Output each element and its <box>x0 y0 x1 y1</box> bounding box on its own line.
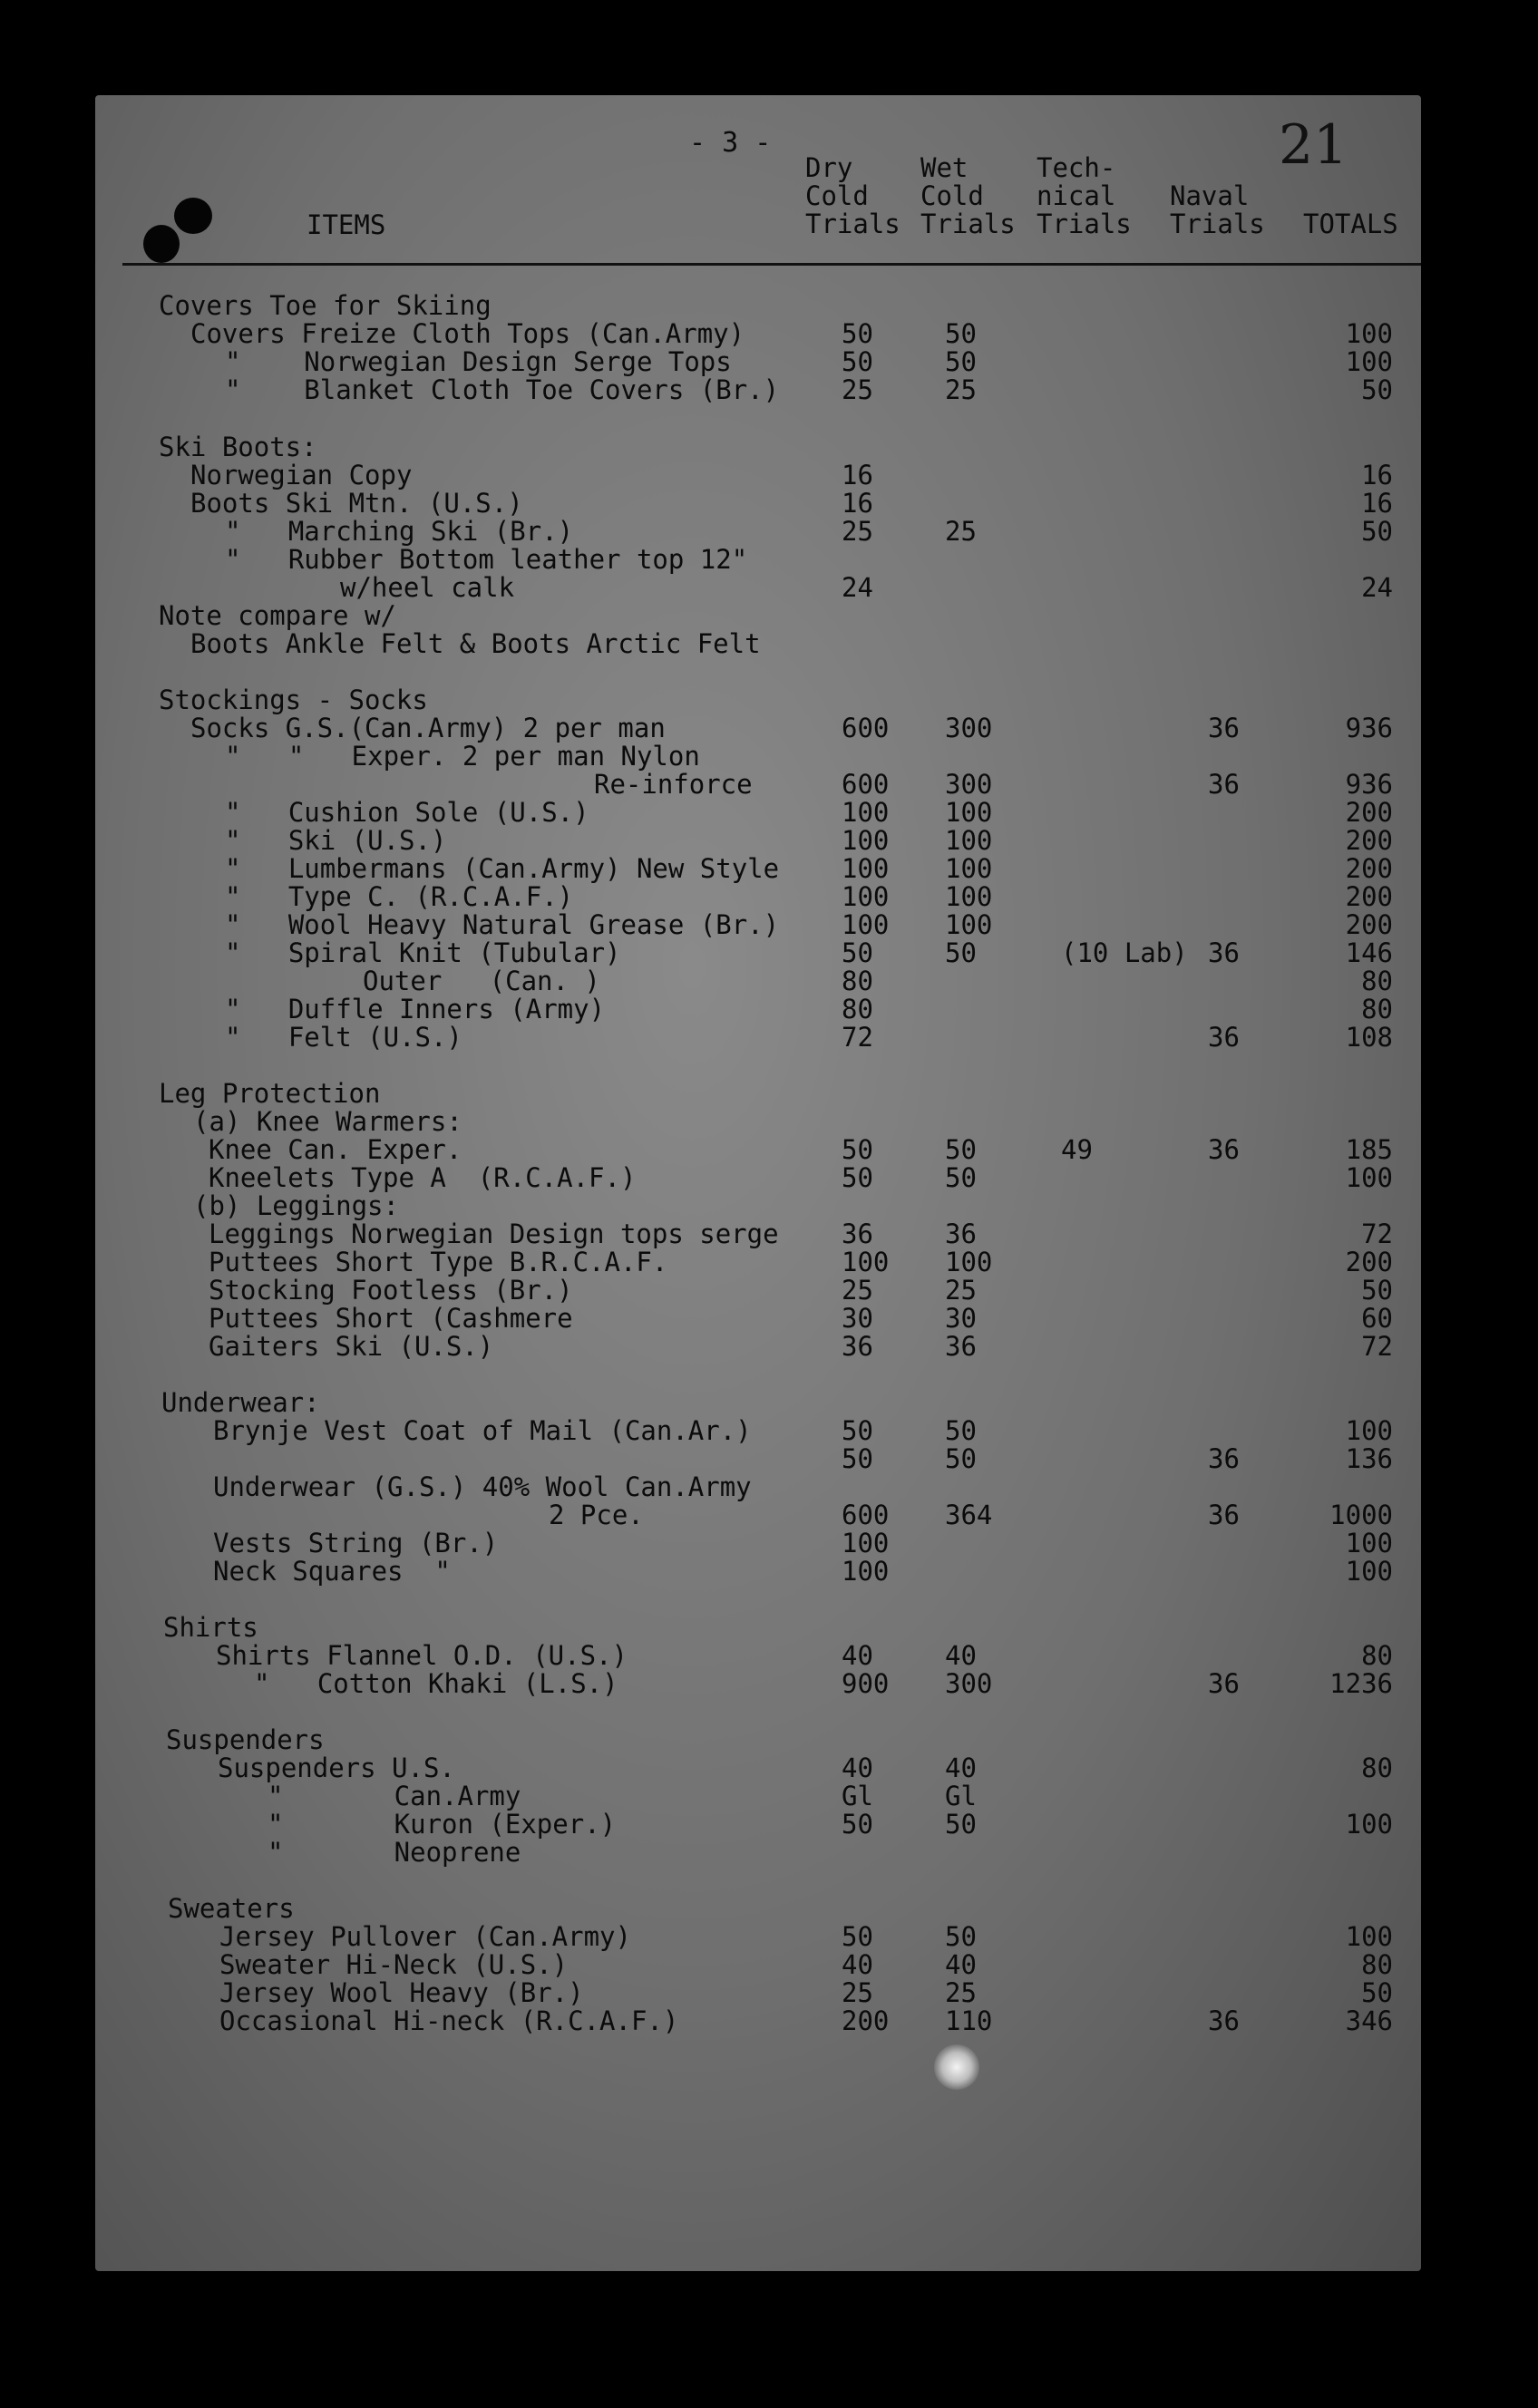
table-row <box>0 602 1538 630</box>
table-row <box>0 518 1538 546</box>
technical-value: 49 <box>1061 1134 1093 1165</box>
wet-cold-value: 50 <box>945 346 977 377</box>
naval-value: 36 <box>1208 1022 1240 1053</box>
dry-cold-value: 50 <box>842 1134 873 1165</box>
dry-cold-value: 100 <box>842 797 890 828</box>
wet-cold-value: 100 <box>945 1247 993 1277</box>
item-label: Suspenders U.S. <box>218 1753 455 1783</box>
header-rule <box>122 263 1421 266</box>
dry-cold-value: 900 <box>842 1668 890 1699</box>
item-label: Vests String (Br.) <box>213 1528 499 1558</box>
technical-value: (10 Lab) <box>1061 937 1188 968</box>
table-row <box>0 490 1538 518</box>
dry-cold-value: 80 <box>842 994 873 1024</box>
table-row <box>0 1670 1538 1698</box>
dry-cold-value: 25 <box>842 1275 873 1306</box>
item-label: Puttees Short (Cashmere <box>209 1303 573 1334</box>
handwritten-page-number: 21 <box>1279 113 1348 177</box>
item-label: " Marching Ski (Br.) <box>225 516 574 547</box>
wet-cold-value: 300 <box>945 713 993 743</box>
item-label: " Blanket Cloth Toe Covers (Br.) <box>225 374 780 405</box>
total-value: 936 <box>1345 713 1393 743</box>
table-row <box>0 1164 1538 1192</box>
total-value: 200 <box>1345 1247 1393 1277</box>
wet-cold-value: 50 <box>945 1415 977 1446</box>
item-label: Puttees Short Type B.R.C.A.F. <box>209 1247 668 1277</box>
dry-cold-value: 24 <box>842 572 873 603</box>
header-naval-trials: Naval Trials <box>1170 180 1265 239</box>
table-row <box>0 771 1538 799</box>
table-row <box>0 1305 1538 1333</box>
item-label: Stockings - Socks <box>159 685 428 715</box>
dry-cold-value: 36 <box>842 1331 873 1362</box>
table-row <box>0 799 1538 827</box>
table-row <box>0 714 1538 743</box>
item-label: Sweater Hi-Neck (U.S.) <box>219 1949 569 1980</box>
item-label: Outer (Can. ) <box>363 966 600 996</box>
table-row <box>0 1529 1538 1558</box>
wet-cold-value: 110 <box>945 2005 993 2036</box>
dry-cold-value: 30 <box>842 1303 873 1334</box>
dry-cold-value: 50 <box>842 937 873 968</box>
item-label: Boots Ankle Felt & Boots Arctic Felt <box>190 628 761 659</box>
table-row <box>0 1614 1538 1642</box>
item-label: Suspenders <box>166 1724 325 1755</box>
item-label: (b) Leggings: <box>193 1190 399 1221</box>
table-row <box>0 461 1538 490</box>
dry-cold-value: 50 <box>842 346 873 377</box>
item-label: Covers Toe for Skiing <box>159 290 492 321</box>
total-value: 200 <box>1345 909 1393 940</box>
table-row <box>0 1754 1538 1782</box>
header-totals: TOTALS <box>1303 209 1398 239</box>
dry-cold-value: 25 <box>842 374 873 405</box>
table-row <box>0 1951 1538 1979</box>
table-row <box>0 1979 1538 2007</box>
paper-blemish <box>934 2044 979 2090</box>
naval-value: 36 <box>1208 769 1240 800</box>
item-label: Shirts <box>163 1612 258 1643</box>
table-row <box>0 1811 1538 1839</box>
table-row <box>0 348 1538 376</box>
item-label: Knee Can. Exper. <box>209 1134 462 1165</box>
item-label: " Felt (U.S.) <box>225 1022 462 1053</box>
item-label: " Rubber Bottom leather top 12" <box>225 544 748 575</box>
wet-cold-value: 364 <box>945 1500 993 1530</box>
total-value: 100 <box>1345 318 1393 349</box>
total-value: 146 <box>1345 937 1393 968</box>
table-row <box>0 433 1538 461</box>
table-row <box>0 1192 1538 1220</box>
dry-cold-value: 100 <box>842 853 890 884</box>
item-label: Gaiters Ski (U.S.) <box>209 1331 494 1362</box>
item-label: Covers Freize Cloth Tops (Can.Army) <box>190 318 745 349</box>
dry-cold-value: 50 <box>842 318 873 349</box>
table-row <box>0 1642 1538 1670</box>
item-label: Boots Ski Mtn. (U.S.) <box>190 488 523 519</box>
total-value: 1236 <box>1329 1668 1393 1699</box>
item-label: Underwear (G.S.) 40% Wool Can.Army <box>213 1471 752 1502</box>
item-label: Neck Squares " <box>213 1556 451 1587</box>
table-row <box>0 911 1538 939</box>
table-row <box>0 1782 1538 1811</box>
table-row <box>0 1389 1538 1417</box>
header-dry-cold-trials: Dry Cold Trials <box>805 152 900 239</box>
item-label: " Kuron (Exper.) <box>268 1809 617 1840</box>
total-value: 936 <box>1345 769 1393 800</box>
wet-cold-value: 100 <box>945 909 993 940</box>
wet-cold-value: 100 <box>945 881 993 912</box>
total-value: 50 <box>1361 374 1393 405</box>
total-value: 200 <box>1345 853 1393 884</box>
total-value: 72 <box>1361 1219 1393 1249</box>
total-value: 80 <box>1361 1640 1393 1671</box>
wet-cold-value: 50 <box>945 937 977 968</box>
table-row <box>0 883 1538 911</box>
item-label: " Wool Heavy Natural Grease (Br.) <box>225 909 780 940</box>
total-value: 16 <box>1361 460 1393 490</box>
table-row <box>0 1248 1538 1277</box>
table-row <box>0 1136 1538 1164</box>
total-value: 100 <box>1345 1162 1393 1193</box>
dry-cold-value: 100 <box>842 909 890 940</box>
wet-cold-value: 100 <box>945 825 993 856</box>
item-label: " Neoprene <box>268 1837 521 1868</box>
total-value: 100 <box>1345 1809 1393 1840</box>
punch-hole-bottom <box>143 225 180 263</box>
table-row <box>0 1277 1538 1305</box>
naval-value: 36 <box>1208 1668 1240 1699</box>
item-label: Brynje Vest Coat of Mail (Can.Ar.) <box>213 1415 752 1446</box>
wet-cold-value: 50 <box>945 1809 977 1840</box>
total-value: 72 <box>1361 1331 1393 1362</box>
item-label: " Lumbermans (Can.Army) New Style <box>225 853 780 884</box>
item-label: Jersey Wool Heavy (Br.) <box>219 1977 584 2008</box>
item-label: Note compare w/ <box>159 600 396 631</box>
wet-cold-value: Gl <box>945 1781 977 1811</box>
wet-cold-value: 50 <box>945 1921 977 1952</box>
item-label: " Duffle Inners (Army) <box>225 994 606 1024</box>
dry-cold-value: 40 <box>842 1640 873 1671</box>
table-row <box>0 1108 1538 1136</box>
total-value: 80 <box>1361 994 1393 1024</box>
wet-cold-value: 300 <box>945 769 993 800</box>
total-value: 50 <box>1361 1977 1393 2008</box>
naval-value: 36 <box>1208 1134 1240 1165</box>
total-value: 60 <box>1361 1303 1393 1334</box>
naval-value: 36 <box>1208 1500 1240 1530</box>
total-value: 100 <box>1345 1528 1393 1558</box>
table-row <box>0 1839 1538 1867</box>
table-row <box>0 967 1538 995</box>
item-label: " Spiral Knit (Tubular) <box>225 937 621 968</box>
table-row <box>0 995 1538 1024</box>
table-row <box>0 1080 1538 1108</box>
dry-cold-value: 72 <box>842 1022 873 1053</box>
table-row <box>0 574 1538 602</box>
wet-cold-value: 50 <box>945 1134 977 1165</box>
dry-cold-value: 50 <box>842 1809 873 1840</box>
dry-cold-value: 80 <box>842 966 873 996</box>
table-row <box>0 743 1538 771</box>
table-row <box>0 1473 1538 1501</box>
wet-cold-value: 30 <box>945 1303 977 1334</box>
dry-cold-value: 50 <box>842 1415 873 1446</box>
table-row <box>0 1558 1538 1586</box>
item-label: " Cotton Khaki (L.S.) <box>254 1668 618 1699</box>
dry-cold-value: 600 <box>842 713 890 743</box>
wet-cold-value: 50 <box>945 318 977 349</box>
item-label: Jersey Pullover (Can.Army) <box>219 1921 631 1952</box>
dry-cold-value: 40 <box>842 1753 873 1783</box>
wet-cold-value: 100 <box>945 853 993 884</box>
table-row <box>0 1726 1538 1754</box>
table-row <box>0 855 1538 883</box>
item-label: w/heel calk <box>340 572 515 603</box>
table-row <box>0 686 1538 714</box>
dry-cold-value: 25 <box>842 516 873 547</box>
dry-cold-value: 100 <box>842 825 890 856</box>
wet-cold-value: 25 <box>945 374 977 405</box>
dry-cold-value: 100 <box>842 881 890 912</box>
table-row <box>0 1333 1538 1361</box>
dry-cold-value: 50 <box>842 1921 873 1952</box>
total-value: 50 <box>1361 1275 1393 1306</box>
table-row <box>0 320 1538 348</box>
total-value: 24 <box>1361 572 1393 603</box>
wet-cold-value: 36 <box>945 1331 977 1362</box>
total-value: 136 <box>1345 1443 1393 1474</box>
total-value: 346 <box>1345 2005 1393 2036</box>
table-row <box>0 1923 1538 1951</box>
naval-value: 36 <box>1208 937 1240 968</box>
total-value: 200 <box>1345 881 1393 912</box>
item-label: " Can.Army <box>268 1781 521 1811</box>
item-label: 2 Pce. <box>549 1500 644 1530</box>
item-label: Socks G.S.(Can.Army) 2 per man <box>190 713 666 743</box>
item-label: " " Exper. 2 per man Nylon <box>225 741 700 772</box>
table-row <box>0 1024 1538 1052</box>
wet-cold-value: 300 <box>945 1668 993 1699</box>
wet-cold-value: 40 <box>945 1753 977 1783</box>
wet-cold-value: 50 <box>945 1162 977 1193</box>
item-label: Leg Protection <box>159 1078 381 1109</box>
total-value: 100 <box>1345 1556 1393 1587</box>
total-value: 16 <box>1361 488 1393 519</box>
item-label: Kneelets Type A (R.C.A.F.) <box>209 1162 637 1193</box>
wet-cold-value: 25 <box>945 516 977 547</box>
table-row <box>0 827 1538 855</box>
item-label: " Type C. (R.C.A.F.) <box>225 881 574 912</box>
dry-cold-value: 50 <box>842 1443 873 1474</box>
item-label: " Cushion Sole (U.S.) <box>225 797 589 828</box>
item-label: Re-inforce <box>594 769 753 800</box>
wet-cold-value: 50 <box>945 1443 977 1474</box>
item-label: (a) Knee Warmers: <box>193 1106 462 1137</box>
total-value: 80 <box>1361 1949 1393 1980</box>
table-row <box>0 939 1538 967</box>
total-value: 80 <box>1361 1753 1393 1783</box>
dry-cold-value: 16 <box>842 488 873 519</box>
total-value: 100 <box>1345 1415 1393 1446</box>
total-value: 80 <box>1361 966 1393 996</box>
dry-cold-value: 600 <box>842 1500 890 1530</box>
dry-cold-value: 40 <box>842 1949 873 1980</box>
table-row <box>0 292 1538 320</box>
dry-cold-value: Gl <box>842 1781 873 1811</box>
total-value: 1000 <box>1329 1500 1393 1530</box>
total-value: 100 <box>1345 346 1393 377</box>
dry-cold-value: 100 <box>842 1247 890 1277</box>
item-label: Leggings Norwegian Design tops serge <box>209 1219 779 1249</box>
header-items: ITEMS <box>307 209 386 240</box>
dry-cold-value: 25 <box>842 1977 873 2008</box>
total-value: 200 <box>1345 825 1393 856</box>
table-row <box>0 1501 1538 1529</box>
item-label: Sweaters <box>168 1893 295 1924</box>
total-value: 100 <box>1345 1921 1393 1952</box>
wet-cold-value: 25 <box>945 1977 977 2008</box>
wet-cold-value: 40 <box>945 1949 977 1980</box>
table-row <box>0 546 1538 574</box>
naval-value: 36 <box>1208 713 1240 743</box>
dry-cold-value: 16 <box>842 460 873 490</box>
dry-cold-value: 100 <box>842 1528 890 1558</box>
wet-cold-value: 36 <box>945 1219 977 1249</box>
total-value: 50 <box>1361 516 1393 547</box>
header-technical-trials: Tech- nical Trials <box>1037 152 1132 239</box>
item-label: Underwear: <box>161 1387 320 1418</box>
item-label: Norwegian Copy <box>190 460 413 490</box>
dry-cold-value: 50 <box>842 1162 873 1193</box>
item-label: Ski Boots: <box>159 432 317 462</box>
table-row <box>0 376 1538 404</box>
dry-cold-value: 200 <box>842 2005 890 2036</box>
item-label: Stocking Footless (Br.) <box>209 1275 573 1306</box>
naval-value: 36 <box>1208 2005 1240 2036</box>
table-row <box>0 1895 1538 1923</box>
item-label: Shirts Flannel O.D. (U.S.) <box>216 1640 628 1671</box>
page-number: - 3 - <box>689 127 772 159</box>
item-label: " Ski (U.S.) <box>225 825 447 856</box>
punch-hole-top <box>174 198 212 234</box>
dry-cold-value: 600 <box>842 769 890 800</box>
table-row <box>0 630 1538 658</box>
dry-cold-value: 100 <box>842 1556 890 1587</box>
table-row <box>0 1220 1538 1248</box>
total-value: 108 <box>1345 1022 1393 1053</box>
naval-value: 36 <box>1208 1443 1240 1474</box>
wet-cold-value: 40 <box>945 1640 977 1671</box>
table-row <box>0 1445 1538 1473</box>
wet-cold-value: 25 <box>945 1275 977 1306</box>
wet-cold-value: 100 <box>945 797 993 828</box>
dry-cold-value: 36 <box>842 1219 873 1249</box>
item-label: " Norwegian Design Serge Tops <box>225 346 732 377</box>
item-label: Occasional Hi-neck (R.C.A.F.) <box>219 2005 679 2036</box>
table-row <box>0 1417 1538 1445</box>
table-row <box>0 2007 1538 2035</box>
total-value: 200 <box>1345 797 1393 828</box>
header-wet-cold-trials: Wet Cold Trials <box>920 152 1016 239</box>
total-value: 185 <box>1345 1134 1393 1165</box>
